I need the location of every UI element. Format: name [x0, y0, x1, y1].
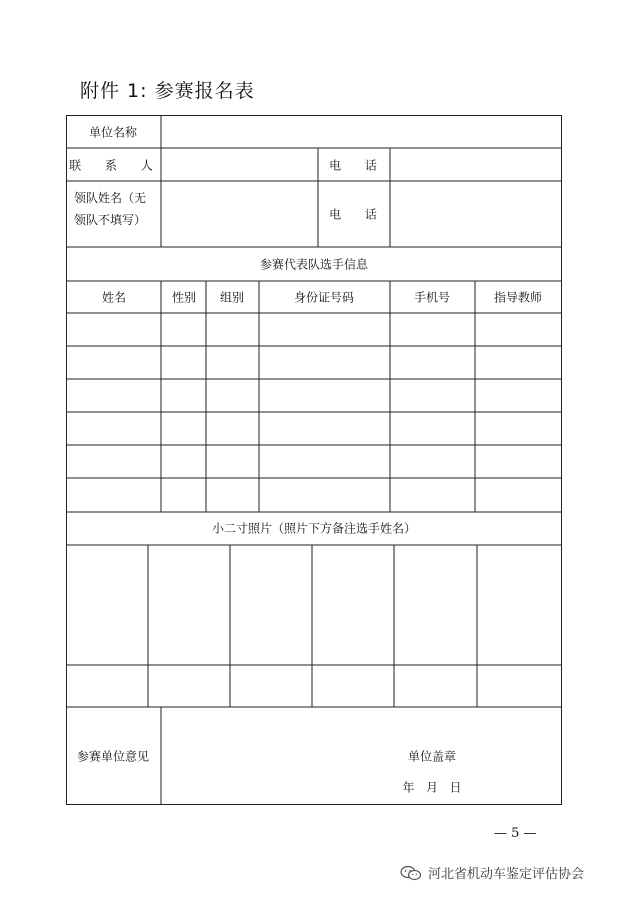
- phone-label-1: 电 话: [329, 158, 387, 173]
- registration-form: [66, 115, 562, 805]
- seal-label: 单位盖章: [407, 749, 457, 764]
- unit-name-label: 单位名称: [88, 125, 138, 140]
- column-header-gender: 性别: [171, 290, 197, 305]
- contact-label: 联 系 人: [69, 158, 163, 173]
- team-leader-label-line1: 领队姓名（无: [74, 191, 147, 205]
- team-leader-label-line2: 领队不填写）: [74, 213, 147, 227]
- column-header-instructor: 指导教师: [493, 290, 543, 305]
- column-header-name: 姓名: [101, 290, 127, 305]
- section-players-header: 参赛代表队选手信息: [259, 257, 369, 272]
- wechat-icon: [400, 865, 422, 881]
- phone-label-2: 电 话: [329, 207, 387, 222]
- column-header-phone: 手机号: [413, 290, 451, 305]
- page-number: — 5 —: [494, 826, 537, 841]
- column-header-group: 组别: [219, 290, 245, 305]
- page-title: 附件 1: 参赛报名表: [80, 80, 255, 102]
- team-leader-label: [74, 187, 146, 231]
- date-label: 年 月 日: [402, 780, 462, 795]
- watermark-text: 河北省机动车鉴定评估协会: [428, 867, 585, 882]
- column-header-id-number: 身份证号码: [293, 290, 355, 305]
- watermark: [400, 863, 584, 882]
- photo-section-header: 小二寸照片（照片下方备注选手姓名）: [211, 521, 417, 536]
- opinion-label: 参赛单位意见: [76, 749, 150, 764]
